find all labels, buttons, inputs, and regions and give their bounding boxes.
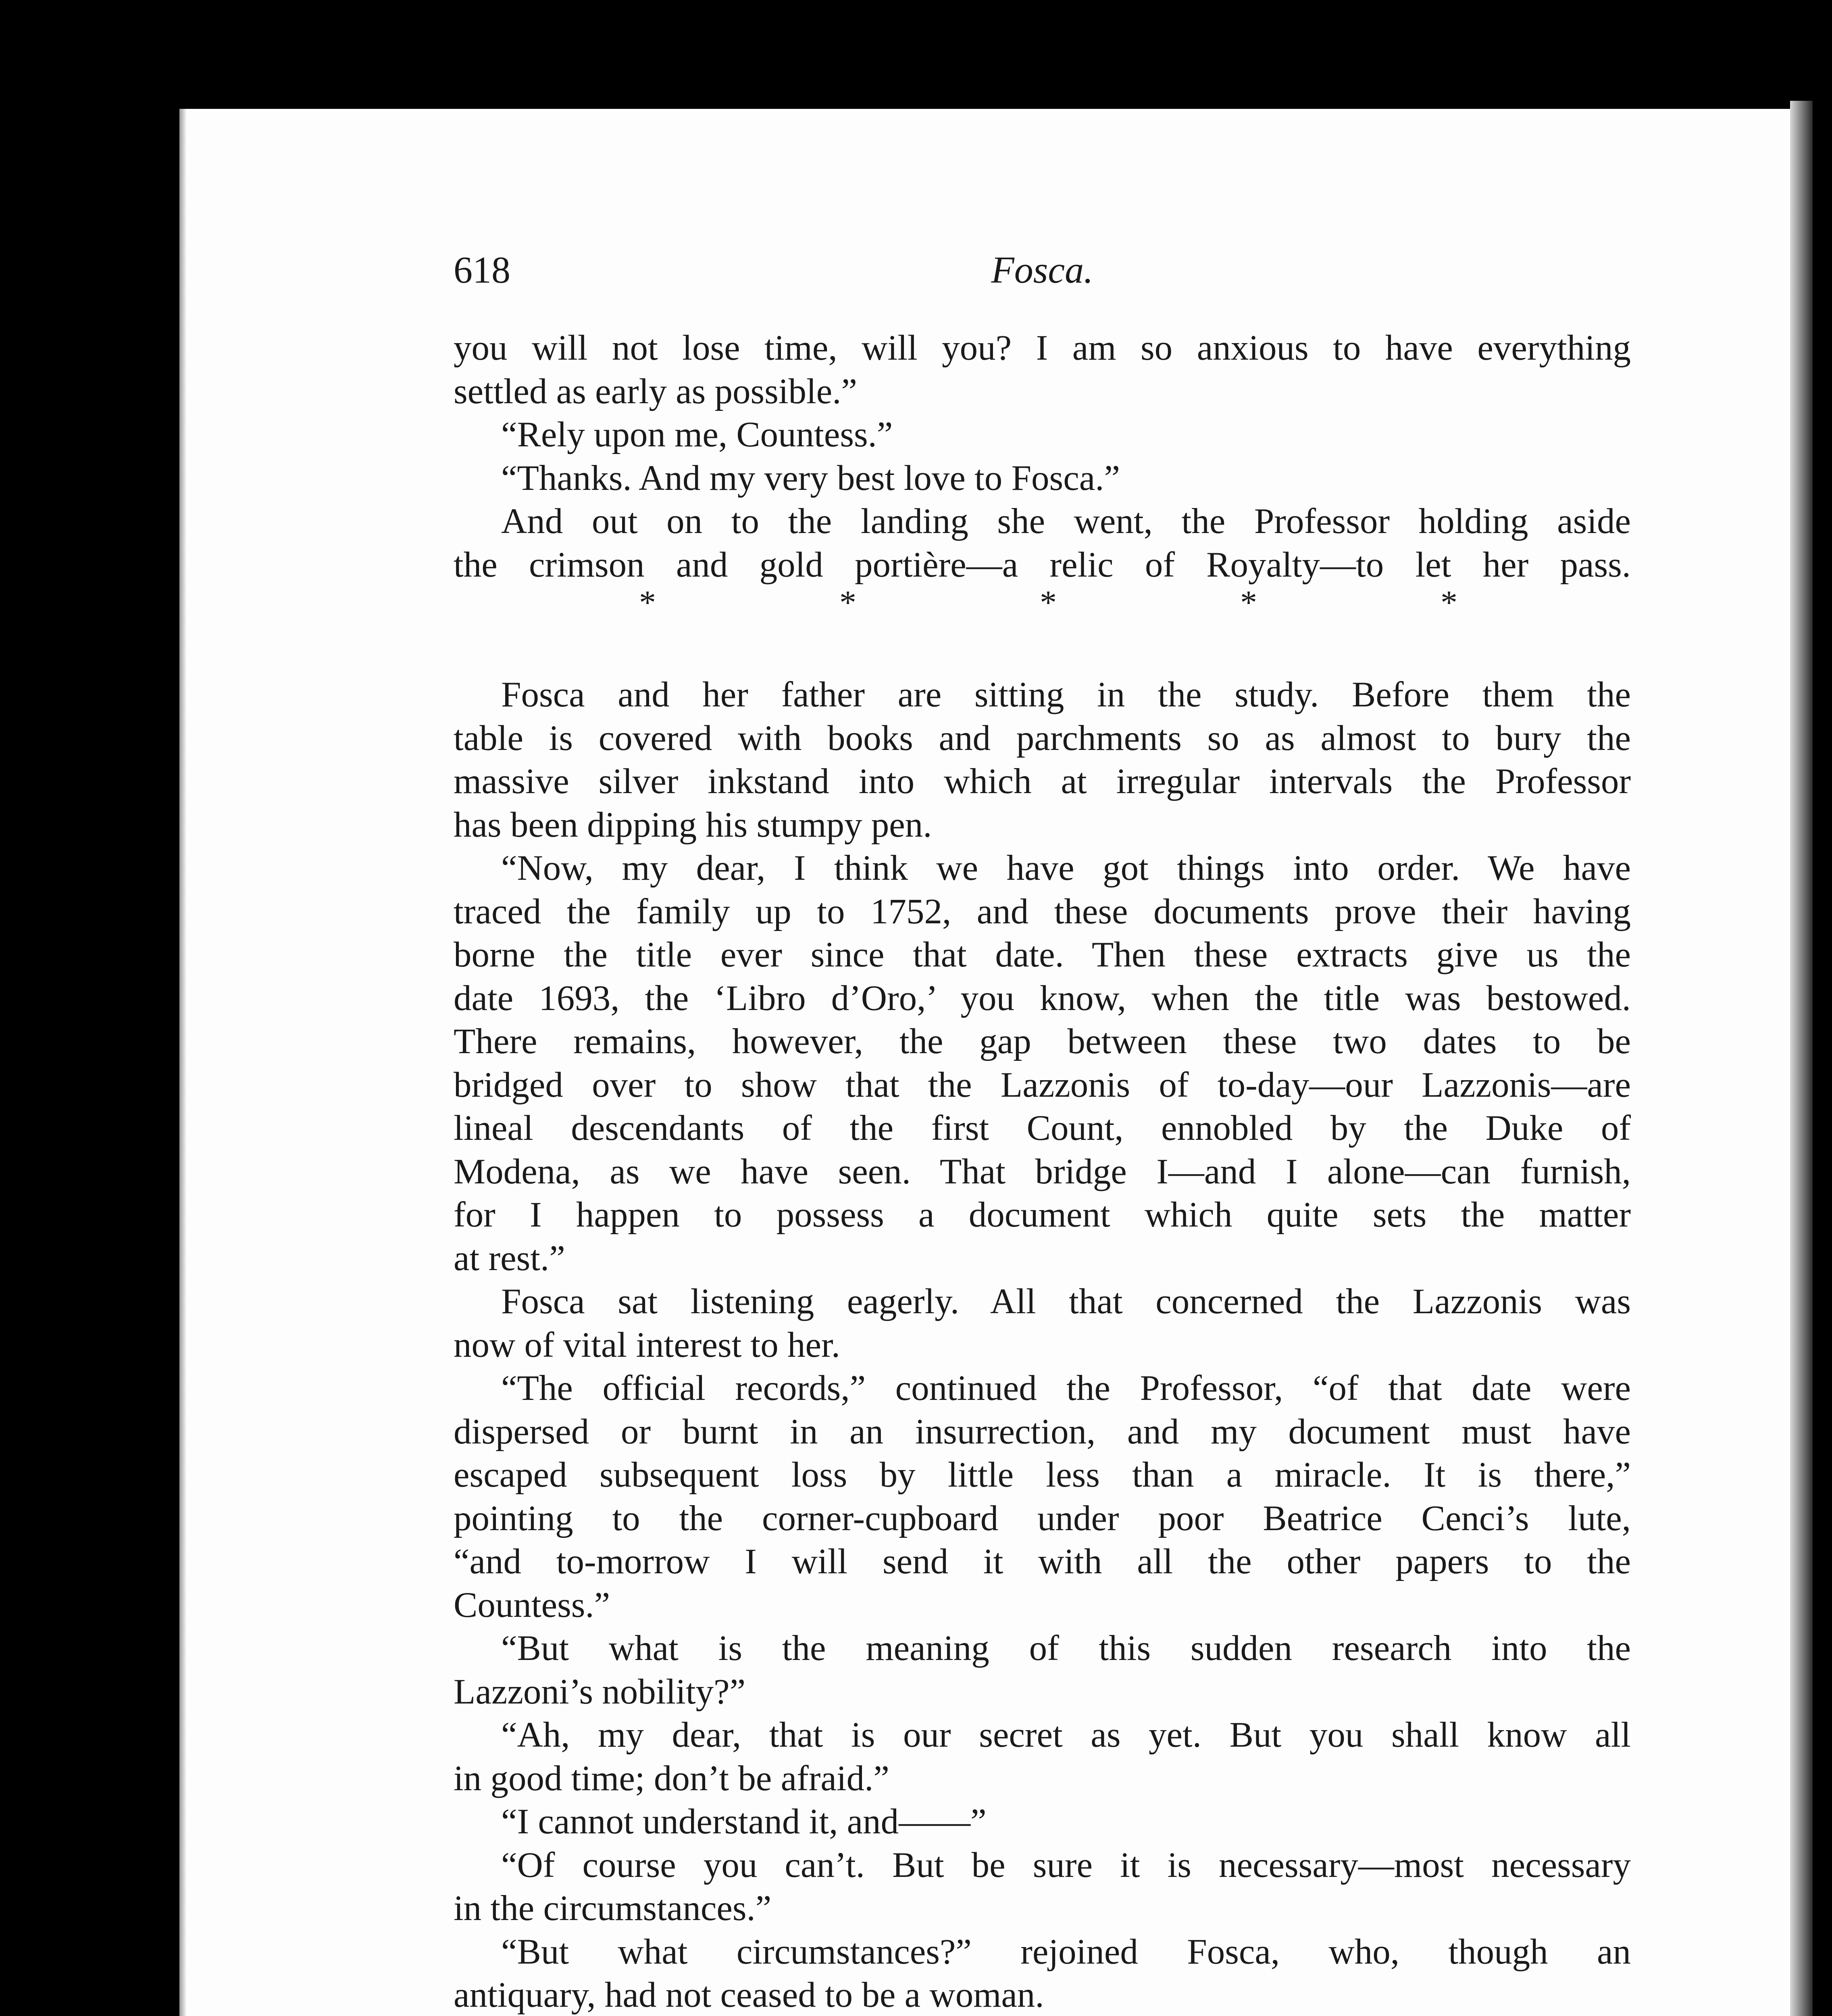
text-line: lineal descendants of the first Count, ennobled by the Duke of — [454, 1108, 1631, 1148]
text-line: for I happen to possess a document which quite sets the matter — [454, 1195, 1631, 1235]
text-line: escaped subsequent loss by little less than a miracle. It is there,” — [454, 1455, 1631, 1495]
running-title: Fosca. — [991, 249, 1093, 291]
page-gutter-shadow — [179, 109, 187, 2016]
text-line: “Of course you can’t. But be sure it is necessary—most necessary — [501, 1845, 1631, 1885]
section-break — [454, 584, 1631, 673]
page-number: 618 — [454, 249, 510, 291]
text-line: you will not lose time, will you? I am so anxious to have everything — [454, 328, 1631, 368]
text-line: in good time; don’t be afraid.” — [454, 1758, 889, 1798]
text-line: “But what is the meaning of this sudden research into the — [501, 1629, 1631, 1668]
text-line: borne the title ever since that date. Then these extracts give us the — [454, 935, 1631, 975]
text-line: “Ah, my dear, that is our secret as yet. But you shall know all — [501, 1715, 1631, 1755]
text-line: traced the family up to 1752, and these documents prove their having — [454, 891, 1631, 931]
text-line: antiquary, had not ceased to be a woman. — [454, 1975, 1044, 2015]
text-line: There remains, however, the gap between these two dates to be — [454, 1022, 1631, 1061]
text-line: in the circumstances.” — [454, 1889, 772, 1928]
text-line: “The official records,” continued the Professor, “of that date were — [501, 1368, 1631, 1408]
text-line: settled as early as possible.” — [454, 371, 857, 411]
text-line: And out on to the landing she went, the Professor holding aside — [501, 502, 1631, 541]
page-edge — [1790, 101, 1813, 2016]
section-break-asterisk: * — [1441, 584, 1457, 621]
running-head — [454, 242, 1631, 298]
text-line: date 1693, the ‘Libro d’Oro,’ you know, when the title was bestowed. — [454, 978, 1631, 1018]
text-line: table is covered with books and parchments so as almost to bury the — [454, 718, 1631, 758]
section-break-asterisk: * — [1240, 584, 1257, 621]
text-line: bridged over to show that the Lazzonis of to-day—our Lazzonis—are — [454, 1065, 1631, 1105]
section-break-asterisk: * — [639, 584, 656, 621]
text-line: Fosca and her father are sitting in the study. Before them the — [501, 675, 1631, 714]
text-line: massive silver inkstand into which at irregular intervals the Professor — [454, 762, 1631, 801]
text-line: Modena, as we have seen. That bridge I—and I alone—can furnish, — [454, 1152, 1631, 1191]
body-text — [454, 327, 1631, 2016]
text-line: “and to-morrow I will send it with all the other papers to the — [454, 1542, 1631, 1581]
text-line: “Rely upon me, Countess.” — [501, 415, 893, 454]
text-line: Fosca sat listening eagerly. All that concerned the Lazzonis was — [501, 1282, 1631, 1321]
text-line: “Thanks. And my very best love to Fosca.” — [501, 458, 1120, 498]
text-line: Lazzoni’s nobility?” — [454, 1672, 746, 1712]
text-line: Countess.” — [454, 1585, 610, 1625]
text-line: now of vital interest to her. — [454, 1325, 841, 1365]
text-line: “Now, my dear, I think we have got things into order. We have — [501, 848, 1631, 888]
text-line: the crimson and gold portière—a relic of Royalty—to let her pass. — [454, 545, 1631, 585]
text-line: “But what circumstances?” rejoined Fosca, who, though an — [501, 1932, 1631, 1972]
text-line: pointing to the corner-cupboard under poor Beatrice Cenci’s lute, — [454, 1498, 1631, 1538]
section-break-asterisk: * — [1040, 584, 1057, 621]
text-line: “I cannot understand it, and——” — [501, 1802, 987, 1841]
section-break-asterisk: * — [839, 584, 856, 621]
text-line: dispersed or burnt in an insurrection, and my document must have — [454, 1412, 1631, 1452]
text-line: at rest.” — [454, 1238, 565, 1278]
text-line: has been dipping his stumpy pen. — [454, 805, 932, 845]
